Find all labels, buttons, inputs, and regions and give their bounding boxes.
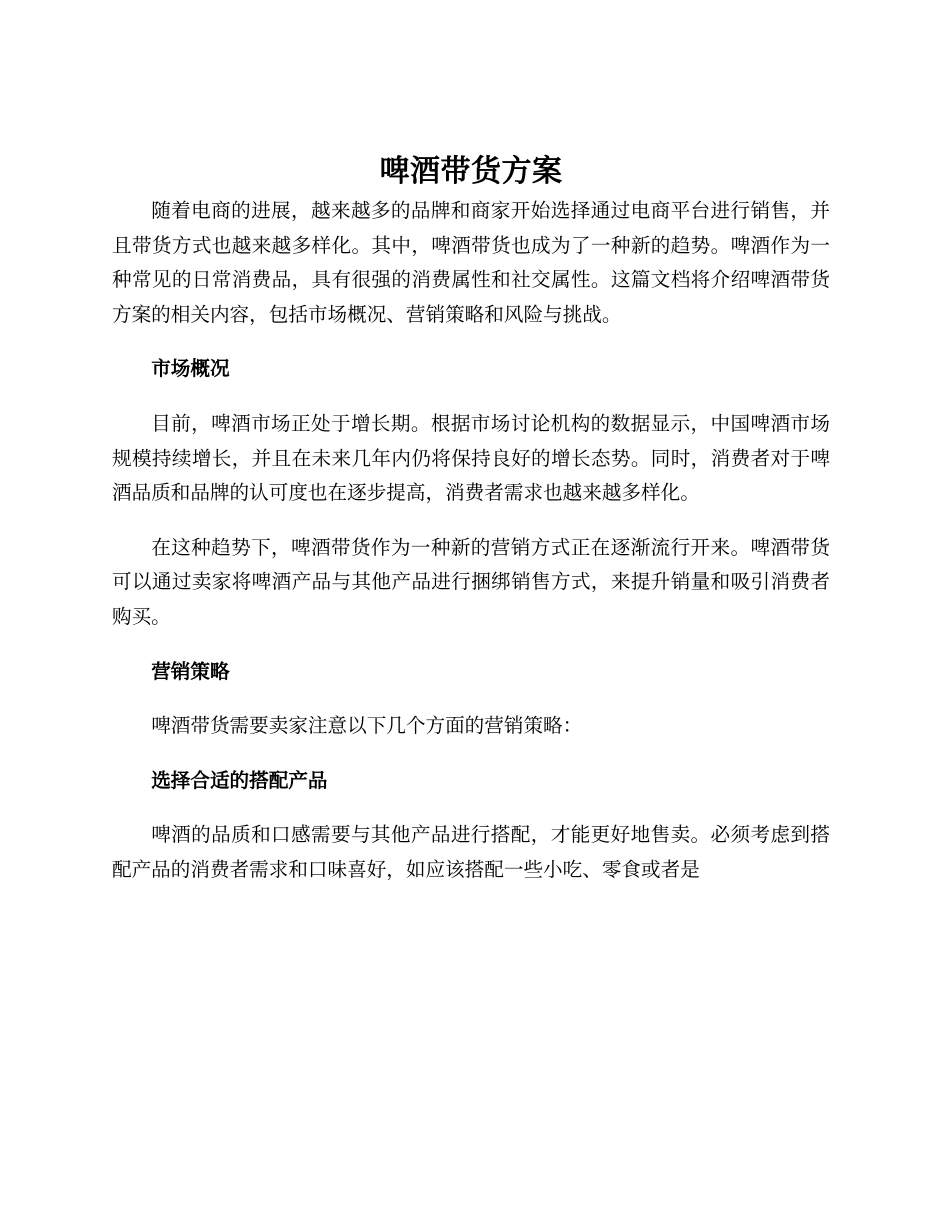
intro-paragraph: 随着电商的进展，越来越多的品牌和商家开始选择通过电商平台进行销售，并且带货方式也越来越多样化。其中，啤酒带货也成为了一种新的趋势。啤酒作为一种常见的日常消费品，具有很强的消费属性和社交属性。这篇文档将介绍啤酒带货方案的相关内容，包括市场概况、营销策略和风险与挑战。 <box>112 199 830 326</box>
document-body <box>112 150 830 888</box>
document-title: 啤酒带货方案 <box>379 154 563 189</box>
market-paragraph-1: 目前，啤酒市场正处于增长期。根据市场讨论机构的数据显示，中国啤酒市场规模持续增长，并且在未来几年内仍将保持良好的增长态势。同时，消费者对于啤酒品质和品牌的认可度也在逐步提高，消费者需求也越来越多样化。 <box>112 411 830 505</box>
subheading-choose-pairing-products: 选择合适的搭配产品 <box>151 768 328 792</box>
market-paragraph-2: 在这种趋势下，啤酒带货作为一种新的营销方式正在逐渐流行开来。啤酒带货可以通过卖家将啤酒产品与其他产品进行捆绑销售方式，来提升销量和吸引消费者购买。 <box>112 535 830 628</box>
section-heading-marketing-strategy: 营销策略 <box>151 659 230 683</box>
section-heading-market-overview: 市场概况 <box>151 357 230 381</box>
pairing-paragraph: 啤酒的品质和口感需要与其他产品进行搭配，才能更好地售卖。必须考虑到搭配产品的消费者需求和口味喜好，如应该搭配一些小吃、零食或者是 <box>112 823 830 881</box>
strategy-intro-paragraph: 啤酒带货需要卖家注意以下几个方面的营销策略： <box>151 714 583 738</box>
